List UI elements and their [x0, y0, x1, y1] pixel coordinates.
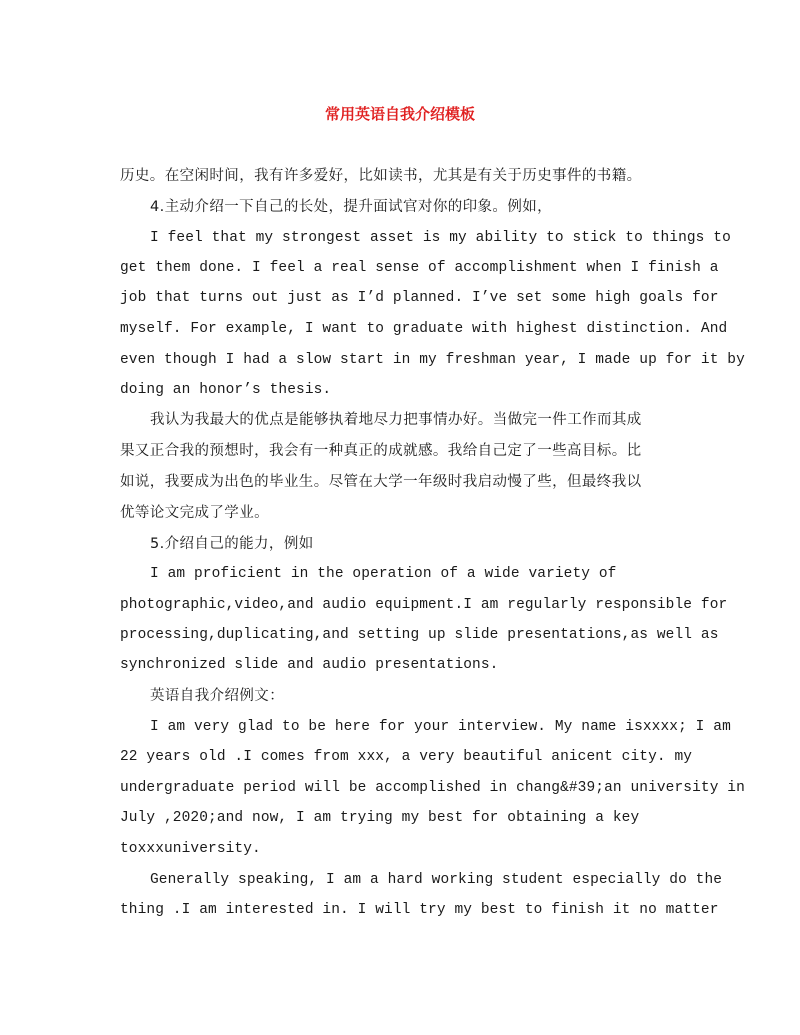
text-line: 历史。在空闲时间，我有许多爱好，比如读书，尤其是有关于历史事件的书籍。 [120, 168, 642, 184]
text-line: get them done. I feel a real sense of accomplishment when I finish a [120, 260, 719, 276]
text-line: myself. For example, I want to graduate with highest distinction. And [120, 321, 728, 337]
text-line: 果又正合我的预想时，我会有一种真正的成就感。我给自己定了一些高目标。比 [120, 443, 642, 459]
text-line: thing .I am interested in. I will try my best to finish it no matter [120, 902, 719, 918]
text-line: processing,duplicating,and setting up slide presentations,as well as [120, 627, 719, 643]
text-line: Generally speaking, I am a hard working student especially do the [150, 872, 723, 888]
text-line: I feel that my strongest asset is my ability to stick to things to [150, 230, 731, 246]
text-line: I am very glad to be here for your interview. My name isxxxx; I am [150, 719, 731, 735]
text-line: even though I had a slow start in my freshman year, I made up for it by [120, 352, 745, 368]
text-line: I am proficient in the operation of a wide variety of [150, 566, 617, 582]
text-line: 4.主动介绍一下自己的长处，提升面试官对你的印象。例如， [150, 199, 553, 215]
text-line: doing an honor’s thesis. [120, 382, 332, 398]
text-line: undergraduate period will be accomplished in chang&#39;an university in [120, 780, 745, 796]
text-line: 英语自我介绍例文： [150, 688, 285, 704]
text-line: 22 years old .I comes from xxx, a very beautiful anicent city. my [120, 749, 693, 765]
text-line: synchronized slide and audio presentations. [120, 657, 499, 673]
text-line: job that turns out just as I’d planned. I’ve set some high goals for [120, 290, 719, 306]
text-line: 优等论文完成了学业。 [120, 505, 269, 521]
text-line: 如说，我要成为出色的毕业生。尽管在大学一年级时我启动慢了些，但最终我以 [120, 474, 642, 490]
text-line: photographic,video,and audio equipment.I am regularly responsible for [120, 597, 728, 613]
text-line: 5.介绍自己的能力，例如 [150, 536, 314, 552]
text-line: 我认为我最大的优点是能够执着地尽力把事情办好。当做完一件工作而其成 [150, 412, 642, 428]
text-line: July ,2020;and now, I am trying my best for obtaining a key [120, 810, 640, 826]
text-line: toxxxuniversity. [120, 841, 261, 857]
document-title: 常用英语自我介绍模板 [324, 105, 475, 123]
